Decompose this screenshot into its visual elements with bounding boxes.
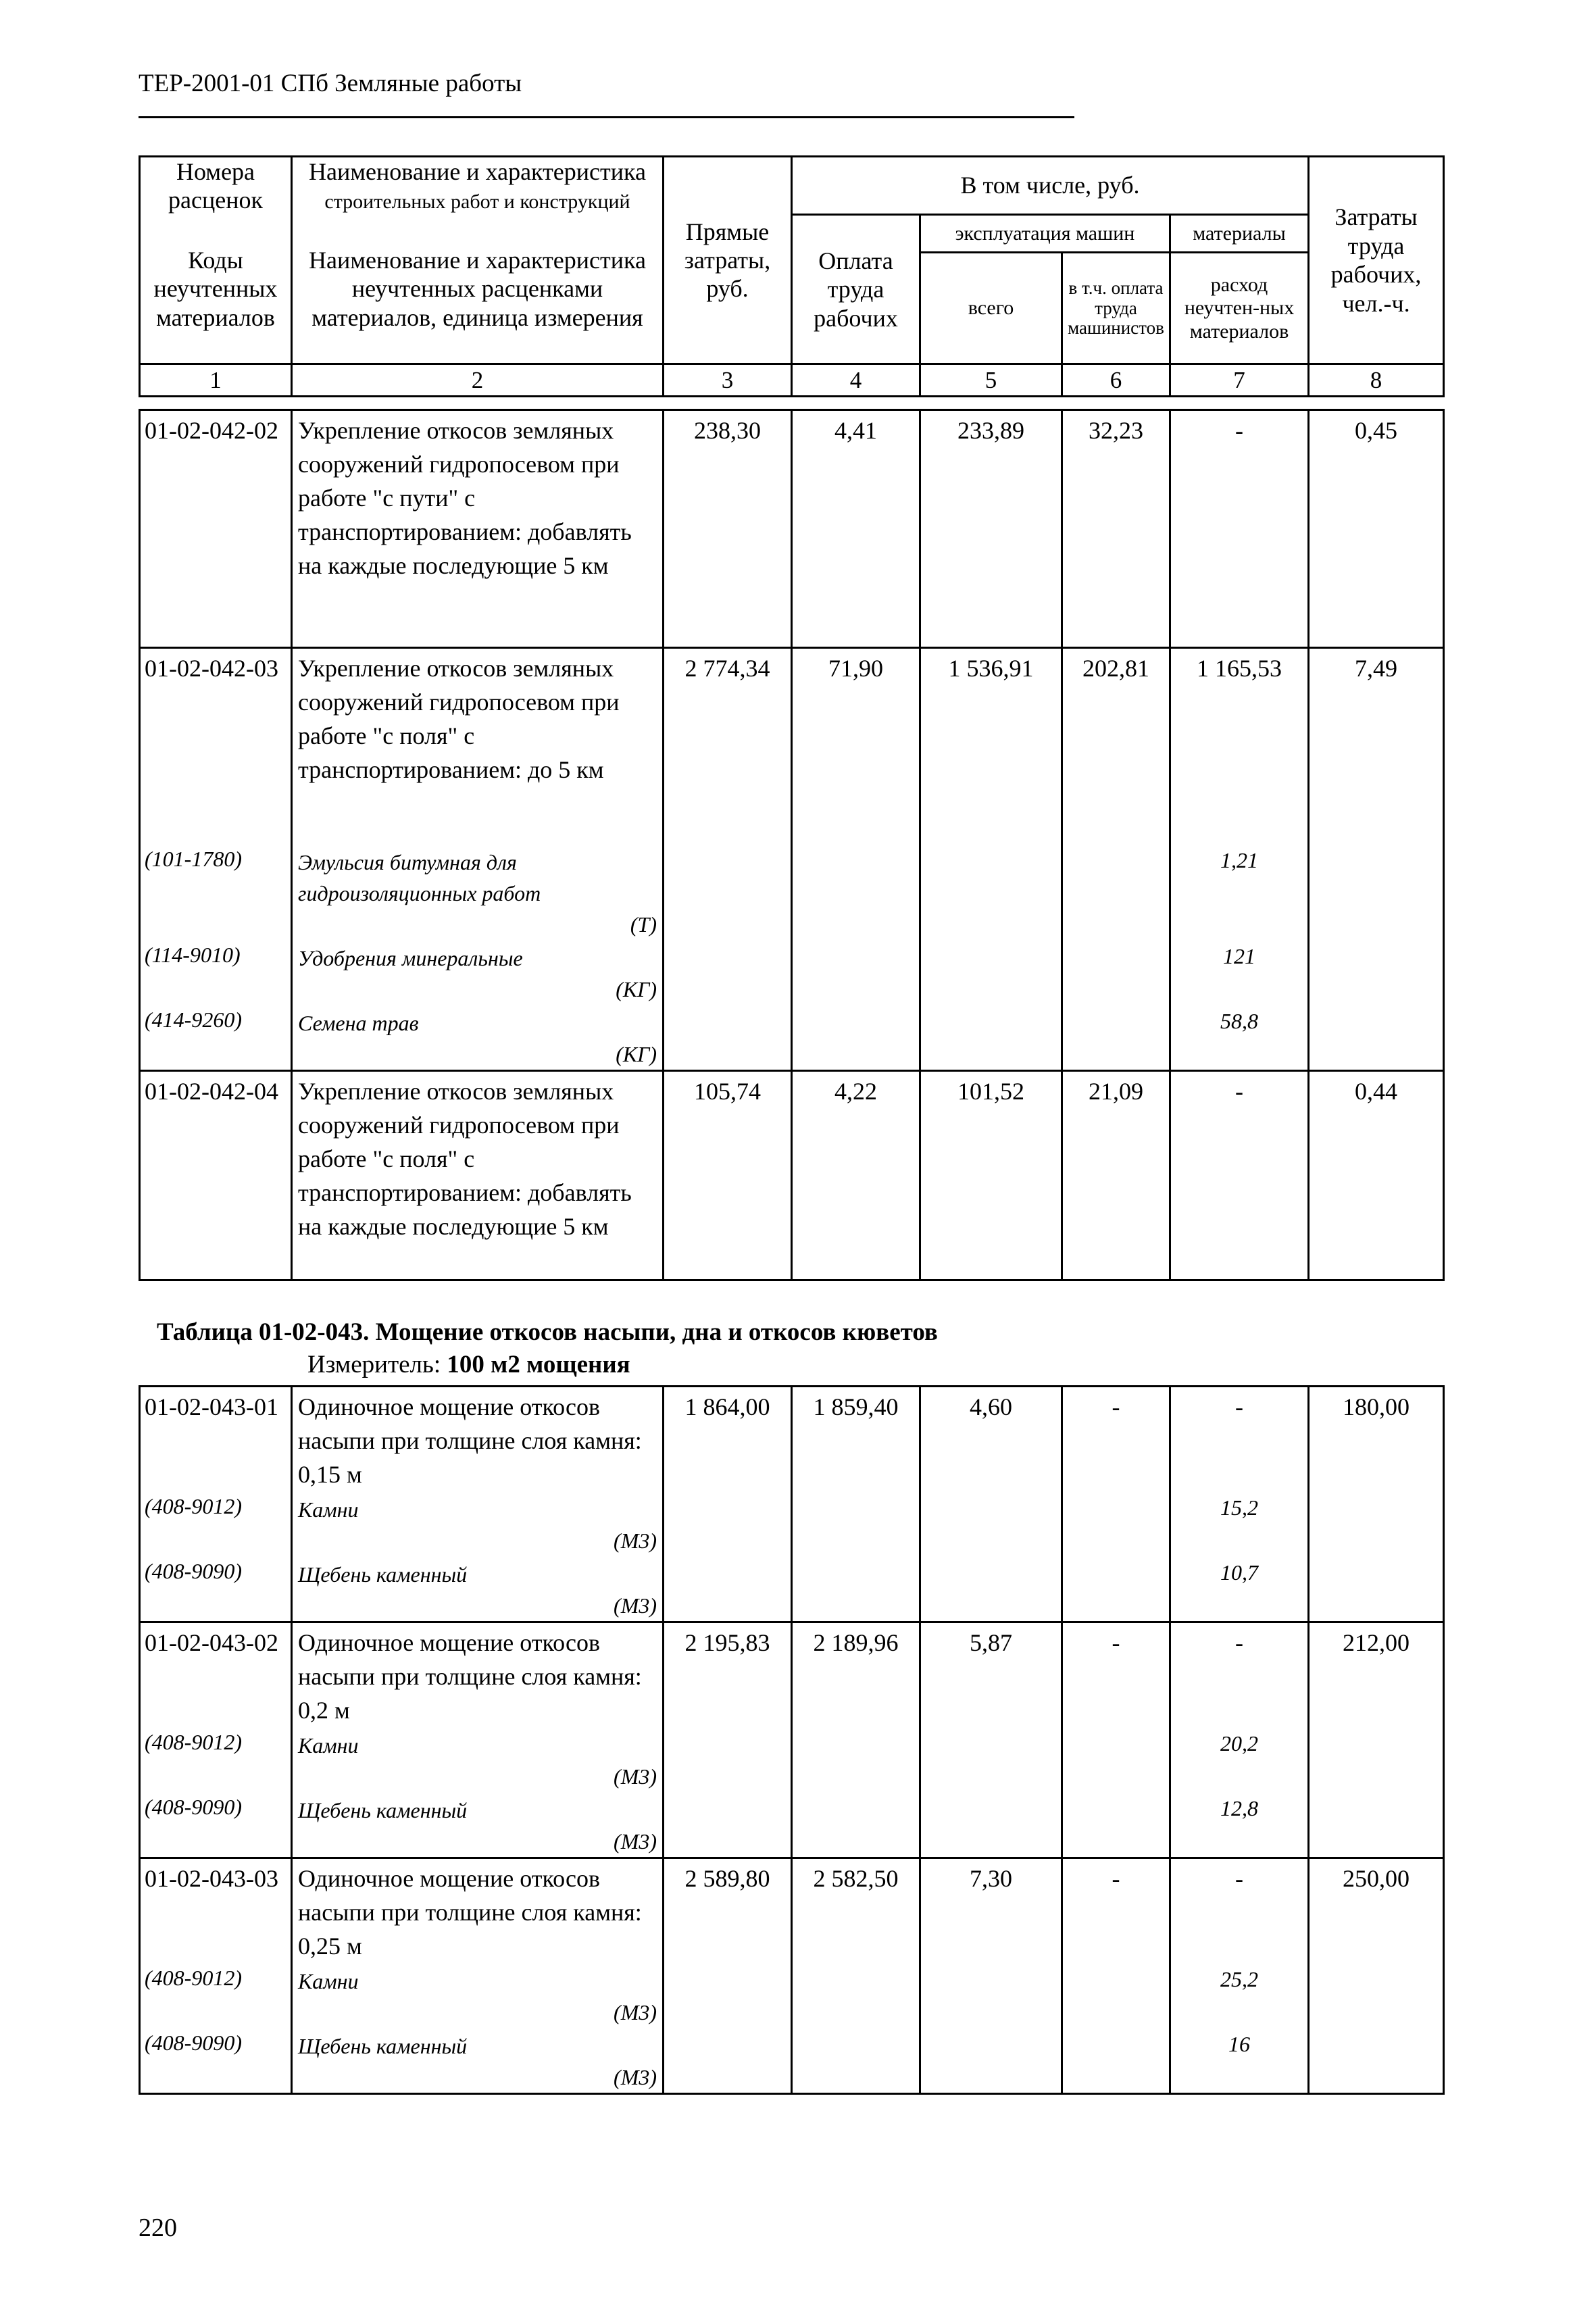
machines-total: 101,52 — [920, 1070, 1062, 1280]
labor-hours: 212,00 — [1309, 1622, 1444, 1728]
material-code: (408-9012) — [140, 1491, 292, 1556]
material-name-text: Удобрения минеральные — [298, 945, 523, 970]
direct-costs: 2 589,80 — [664, 1858, 792, 1964]
empty-cell — [920, 1792, 1062, 1858]
material-quantity: 15,2 — [1170, 1491, 1309, 1556]
empty-cell — [664, 1005, 792, 1071]
material-row — [140, 940, 1444, 1005]
material-row — [140, 1491, 1444, 1556]
table-title: Таблица 01-02-043. Мощение откосов насыпи, дна и откосов кюветов — [157, 1318, 938, 1346]
materials-value: - — [1170, 1387, 1309, 1492]
machinists-pay: 32,23 — [1062, 410, 1170, 648]
material-name — [292, 1963, 664, 2028]
empty-cell — [920, 1491, 1062, 1556]
rate-code: 01-02-042-02 — [140, 410, 292, 648]
labor-pay: 1 859,40 — [792, 1387, 920, 1492]
empty-cell — [664, 1491, 792, 1556]
material-name — [292, 1491, 664, 1556]
col-number: 4 — [792, 364, 920, 397]
page-number: 220 — [139, 2214, 177, 2242]
table-measure: Измеритель: 100 м2 мощения — [307, 1351, 630, 1378]
empty-cell — [1062, 1556, 1170, 1622]
machinists-pay: - — [1062, 1387, 1170, 1492]
table-row — [140, 1858, 1444, 1964]
empty-cell — [664, 844, 792, 940]
rate-name: Одиночное мощение откосов насыпи при толщине слоя камня: 0,15 м — [292, 1387, 664, 1492]
material-row — [140, 1727, 1444, 1792]
rates-table-part1 — [139, 409, 1445, 1281]
empty-cell — [1309, 844, 1444, 940]
table-row — [140, 1622, 1444, 1728]
direct-costs: 1 864,00 — [664, 1387, 792, 1492]
material-code: (414-9260) — [140, 1005, 292, 1071]
rates-table-part2 — [139, 1385, 1445, 2095]
empty-cell — [792, 1963, 920, 2028]
material-name — [292, 1556, 664, 1622]
empty-cell — [792, 1727, 920, 1792]
col-number: 2 — [292, 364, 664, 397]
machines-total: 233,89 — [920, 410, 1062, 648]
empty-cell — [920, 1005, 1062, 1071]
col-number: 8 — [1309, 364, 1444, 397]
rate-name: Укрепление откосов земляных сооружений гидропосевом при работе "с пути" с транспортированием: добавлять на каждые последующие 5 км — [292, 410, 664, 648]
machines-total: 5,87 — [920, 1622, 1062, 1728]
empty-cell — [664, 1556, 792, 1622]
empty-cell — [1309, 1556, 1444, 1622]
col-number: 1 — [140, 364, 292, 397]
labor-hours: 180,00 — [1309, 1387, 1444, 1492]
header-codes-bottom: Коды неучтенных материалов — [140, 215, 292, 364]
material-code: (408-9090) — [140, 2028, 292, 2094]
material-row — [140, 844, 1444, 940]
material-unit: (Т) — [630, 912, 657, 937]
empty-cell — [920, 1963, 1062, 2028]
empty-cell — [920, 1727, 1062, 1792]
material-quantity: 16 — [1170, 2028, 1309, 2094]
header-direct-costs: Прямые затраты, руб. — [664, 157, 792, 364]
header-materials: материалы — [1170, 215, 1309, 253]
material-name — [292, 2028, 664, 2094]
machinists-pay: - — [1062, 1858, 1170, 1964]
material-name-text: Щебень каменный — [298, 1562, 468, 1587]
header-name-bottom: Наименование и характеристика неучтенных расценками материалов, единица измерения — [292, 215, 664, 364]
empty-cell — [792, 1005, 920, 1071]
labor-pay: 2 189,96 — [792, 1622, 920, 1728]
col-number: 5 — [920, 364, 1062, 397]
machinists-pay: 202,81 — [1062, 648, 1170, 844]
rate-code: 01-02-043-02 — [140, 1622, 292, 1728]
rate-name: Укрепление откосов земляных сооружений гидропосевом при работе "с поля" с транспортированием: до 5 км — [292, 648, 664, 844]
direct-costs: 2 195,83 — [664, 1622, 792, 1728]
empty-cell — [1309, 1963, 1444, 2028]
labor-hours: 0,45 — [1309, 410, 1444, 648]
material-code: (114-9010) — [140, 940, 292, 1005]
header-rule — [139, 116, 1074, 118]
empty-cell — [792, 1491, 920, 1556]
material-row — [140, 1792, 1444, 1858]
empty-cell — [920, 2028, 1062, 2094]
material-name-text: Камни — [298, 1969, 359, 1993]
empty-cell — [1062, 844, 1170, 940]
material-name-text: Щебень каменный — [298, 2034, 468, 2058]
material-name — [292, 1792, 664, 1858]
materials-value: - — [1170, 410, 1309, 648]
empty-cell — [1062, 1792, 1170, 1858]
empty-cell — [664, 1792, 792, 1858]
empty-cell — [664, 940, 792, 1005]
header-materials-unaccounted: расход неучтен-ных материалов — [1170, 253, 1309, 364]
material-unit: (КГ) — [616, 1041, 657, 1066]
material-name — [292, 1727, 664, 1792]
empty-cell — [792, 844, 920, 940]
material-name-text: Камни — [298, 1733, 359, 1758]
empty-cell — [792, 1556, 920, 1622]
empty-cell — [1062, 1727, 1170, 1792]
material-name-text: Камни — [298, 1497, 359, 1522]
table-row — [140, 1387, 1444, 1492]
empty-cell — [1062, 940, 1170, 1005]
rate-code: 01-02-042-03 — [140, 648, 292, 844]
empty-cell — [1062, 2028, 1170, 2094]
labor-pay: 2 582,50 — [792, 1858, 920, 1964]
labor-pay: 4,41 — [792, 410, 920, 648]
material-name — [292, 1005, 664, 1071]
empty-cell — [1309, 1792, 1444, 1858]
rate-name: Одиночное мощение откосов насыпи при толщине слоя камня: 0,25 м — [292, 1858, 664, 1964]
empty-cell — [1062, 1963, 1170, 2028]
material-name — [292, 844, 664, 940]
material-unit: (М3) — [614, 1528, 657, 1553]
labor-pay: 4,22 — [792, 1070, 920, 1280]
material-name-text: Семена трав — [298, 1010, 419, 1035]
labor-pay: 71,90 — [792, 648, 920, 844]
material-name — [292, 940, 664, 1005]
header-machines: эксплуатация машин — [920, 215, 1170, 253]
rate-name: Укрепление откосов земляных сооружений гидропосевом при работе "с поля" с транспортированием: добавлять на каждые последующие 5 км — [292, 1070, 664, 1280]
material-name-text: Щебень каменный — [298, 1798, 468, 1822]
rate-name: Одиночное мощение откосов насыпи при толщине слоя камня: 0,2 м — [292, 1622, 664, 1728]
table-row — [140, 410, 1444, 648]
material-quantity: 1,21 — [1170, 844, 1309, 940]
material-row — [140, 1556, 1444, 1622]
empty-cell — [664, 1963, 792, 2028]
column-header-table — [139, 155, 1445, 397]
material-unit: (М3) — [614, 1593, 657, 1618]
header-labor-hours: Затраты труда рабочих, чел.-ч. — [1309, 157, 1444, 364]
labor-hours: 250,00 — [1309, 1858, 1444, 1964]
material-quantity: 58,8 — [1170, 1005, 1309, 1071]
empty-cell — [1309, 940, 1444, 1005]
direct-costs: 238,30 — [664, 410, 792, 648]
header-labor-pay: Оплата труда рабочих — [792, 215, 920, 364]
col-number: 6 — [1062, 364, 1170, 397]
header-machines-total: всего — [920, 253, 1062, 364]
material-name-text: Эмульсия битумная для гидроизоляционных работ — [298, 849, 541, 905]
col-number: 3 — [664, 364, 792, 397]
material-row — [140, 1005, 1444, 1071]
machines-total: 4,60 — [920, 1387, 1062, 1492]
material-code: (101-1780) — [140, 844, 292, 940]
materials-value: - — [1170, 1070, 1309, 1280]
empty-cell — [920, 844, 1062, 940]
material-quantity: 25,2 — [1170, 1963, 1309, 2028]
empty-cell — [920, 940, 1062, 1005]
material-unit: (М3) — [614, 1829, 657, 1853]
materials-value: - — [1170, 1858, 1309, 1964]
empty-cell — [920, 1556, 1062, 1622]
empty-cell — [664, 1727, 792, 1792]
header-group: В том числе, руб. — [792, 157, 1309, 215]
empty-cell — [1309, 1727, 1444, 1792]
labor-hours: 0,44 — [1309, 1070, 1444, 1280]
material-quantity: 20,2 — [1170, 1727, 1309, 1792]
direct-costs: 2 774,34 — [664, 648, 792, 844]
page-header: ТЕР-2001-01 СПб Земляные работы — [139, 70, 522, 97]
empty-cell — [1309, 1491, 1444, 1556]
empty-cell — [664, 2028, 792, 2094]
rate-code: 01-02-042-04 — [140, 1070, 292, 1280]
material-row — [140, 1963, 1444, 2028]
machines-total: 1 536,91 — [920, 648, 1062, 844]
material-unit: (М3) — [614, 1764, 657, 1789]
material-code: (408-9090) — [140, 1556, 292, 1622]
material-code: (408-9012) — [140, 1963, 292, 2028]
material-code: (408-9012) — [140, 1727, 292, 1792]
machinists-pay: 21,09 — [1062, 1070, 1170, 1280]
header-codes-top: Номера расценок — [140, 157, 292, 215]
table-row — [140, 1070, 1444, 1280]
empty-cell — [792, 1792, 920, 1858]
table-row — [140, 648, 1444, 844]
machines-total: 7,30 — [920, 1858, 1062, 1964]
labor-hours: 7,49 — [1309, 648, 1444, 844]
empty-cell — [792, 940, 920, 1005]
materials-value: - — [1170, 1622, 1309, 1728]
material-unit: (М3) — [614, 2000, 657, 2024]
col-number: 7 — [1170, 364, 1309, 397]
empty-cell — [1062, 1005, 1170, 1071]
material-quantity: 10,7 — [1170, 1556, 1309, 1622]
header-machinists-pay: в т.ч. оплата труда машинистов — [1062, 253, 1170, 364]
empty-cell — [1309, 1005, 1444, 1071]
material-quantity: 12,8 — [1170, 1792, 1309, 1858]
rate-code: 01-02-043-01 — [140, 1387, 292, 1492]
rate-code: 01-02-043-03 — [140, 1858, 292, 1964]
header-name-top: Наименование и характеристика строительных работ и конструкций — [292, 157, 664, 215]
material-code: (408-9090) — [140, 1792, 292, 1858]
materials-value: 1 165,53 — [1170, 648, 1309, 844]
empty-cell — [1062, 1491, 1170, 1556]
material-unit: (КГ) — [616, 976, 657, 1001]
empty-cell — [1309, 2028, 1444, 2094]
material-row — [140, 2028, 1444, 2094]
material-quantity: 121 — [1170, 940, 1309, 1005]
material-unit: (М3) — [614, 2065, 657, 2089]
machinists-pay: - — [1062, 1622, 1170, 1728]
empty-cell — [792, 2028, 920, 2094]
direct-costs: 105,74 — [664, 1070, 792, 1280]
